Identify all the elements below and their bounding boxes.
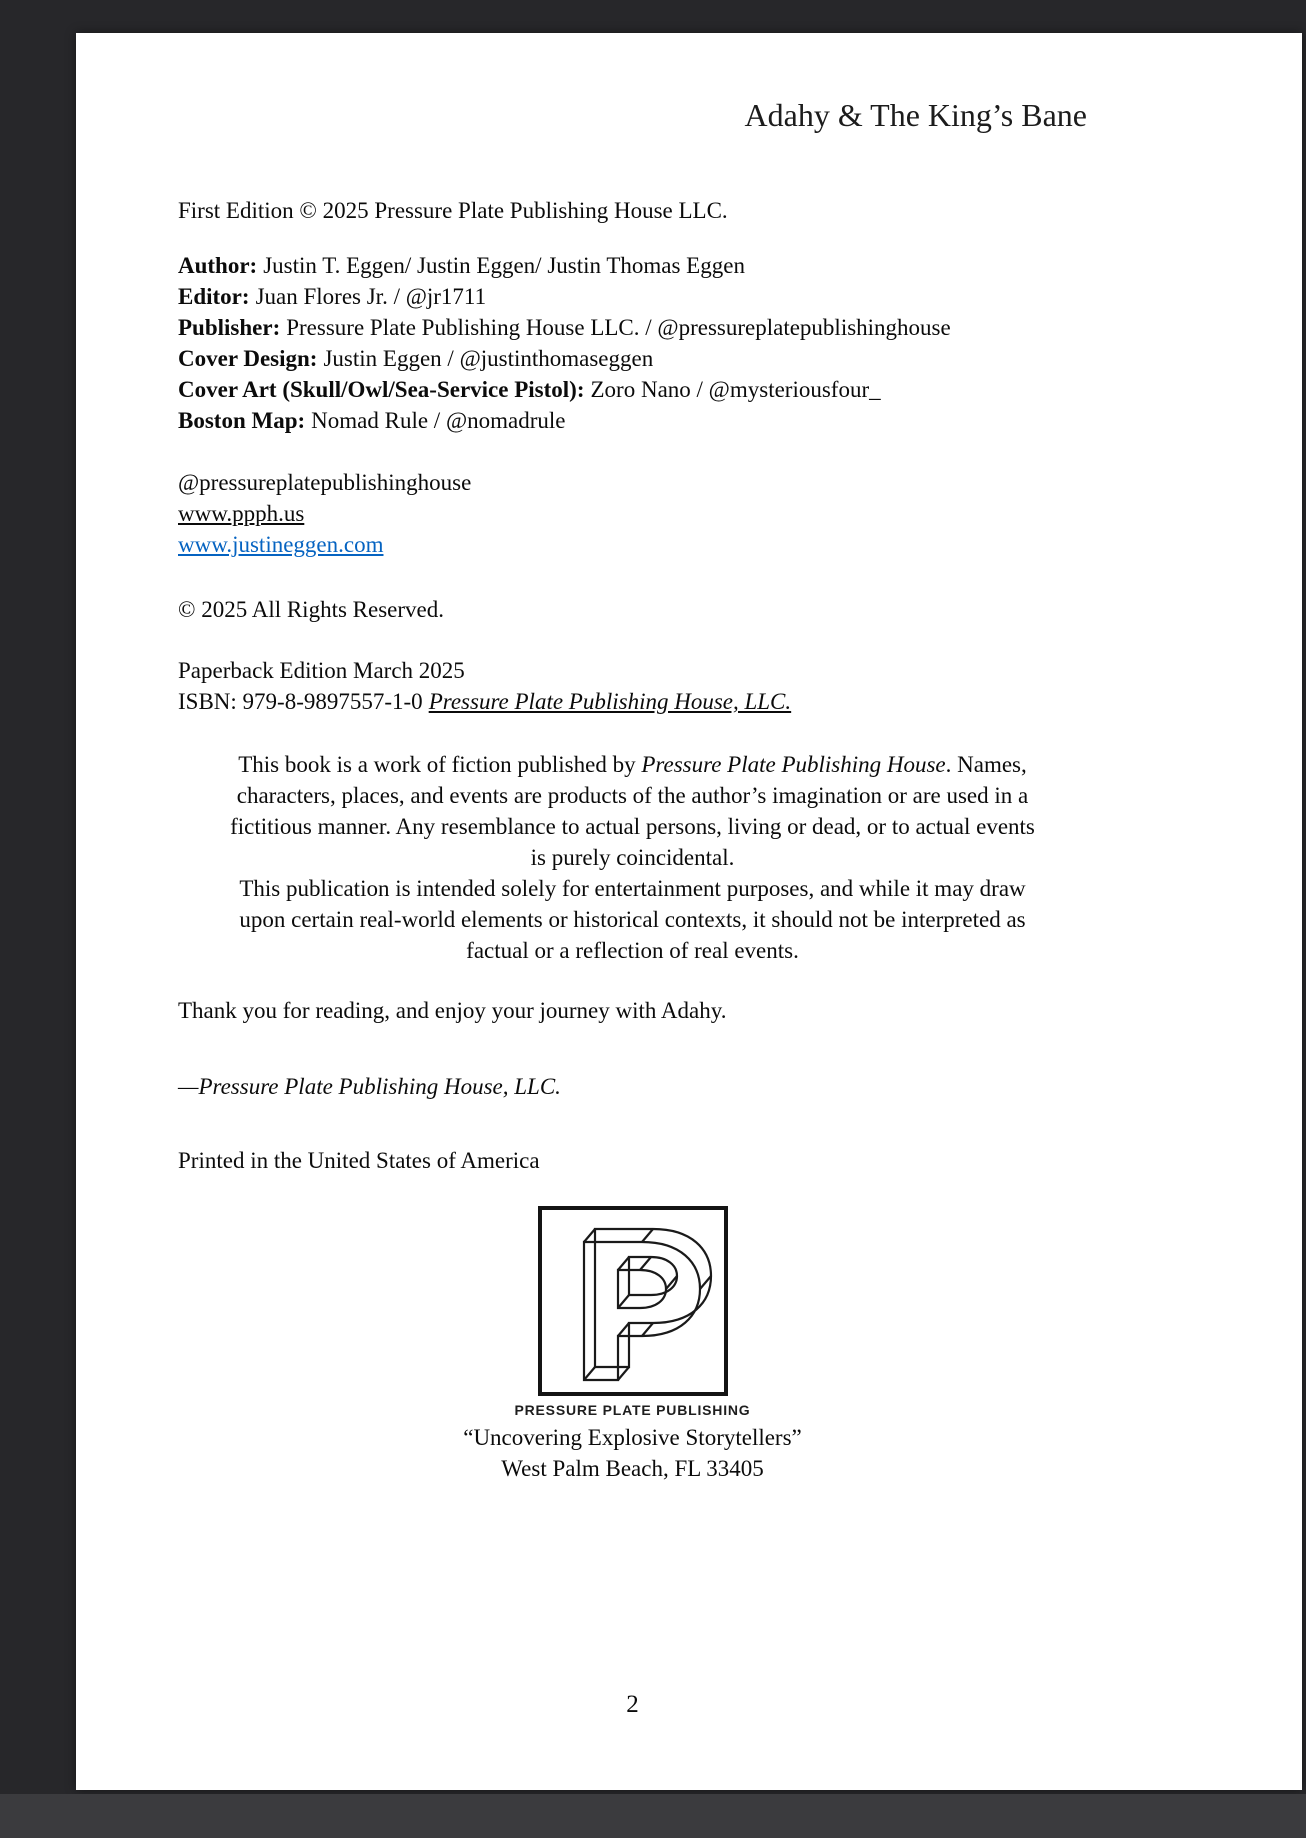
credit-label: Cover Design: — [178, 346, 318, 371]
credit-value: Nomad Rule / @nomadrule — [311, 408, 566, 433]
disclaimer-line: is purely coincidental. — [530, 845, 735, 870]
website-justineggen-link[interactable]: www.justineggen.com — [178, 532, 384, 557]
credit-author — [178, 250, 1087, 281]
credit-value: Pressure Plate Publishing House LLC. / @pressureplatepublishinghouse — [286, 315, 951, 340]
disclaimer-line: fictitious manner. Any resemblance to actual persons, living or dead, or to actual events — [230, 814, 1035, 839]
disclaimer-line: upon certain real-world elements or historical contexts, it should not be interpreted as — [239, 907, 1026, 932]
credit-boston-map — [178, 405, 1087, 436]
publisher-logo-p-icon — [538, 1206, 728, 1396]
disclaimer-line: This book is a work of fiction published by Pressure Plate Publishing House. Names, — [238, 752, 1027, 777]
page-content — [76, 95, 1302, 1720]
disclaimer-line: factual or a reflection of real events. — [466, 938, 799, 963]
thank-you-line: Thank you for reading, and enjoy your journey with Adahy. — [178, 998, 727, 1023]
isbn-number: ISBN: 979-8-9897557-1-0 — [178, 689, 423, 714]
bottom-chrome-strip — [0, 1794, 1306, 1838]
isbn-line — [178, 686, 1087, 717]
credit-cover-design — [178, 343, 1087, 374]
credit-editor — [178, 281, 1087, 312]
social-handle: @pressureplatepublishinghouse — [178, 470, 472, 495]
fiction-disclaimer — [178, 749, 1087, 966]
publisher-address: West Palm Beach, FL 33405 — [501, 1456, 764, 1481]
credit-cover-art — [178, 374, 1087, 405]
credit-label: Boston Map: — [178, 408, 306, 433]
document-page — [76, 33, 1302, 1790]
social-block — [178, 467, 1087, 560]
rights-line: © 2025 All Rights Reserved. — [178, 597, 444, 622]
credit-publisher — [178, 312, 1087, 343]
website-ppph: www.ppph.us — [178, 501, 305, 526]
printed-line: Printed in the United States of America — [178, 1148, 540, 1173]
credit-label: Author: — [178, 253, 258, 278]
isbn-publisher: Pressure Plate Publishing House, LLC. — [428, 689, 792, 714]
credit-label: Cover Art (Skull/Owl/Sea-Service Pistol): — [178, 377, 585, 402]
page-number: 2 — [626, 1691, 639, 1718]
credit-value: Justin T. Eggen/ Justin Eggen/ Justin Thomas Eggen — [263, 253, 745, 278]
credit-label: Publisher: — [178, 315, 281, 340]
credit-value: Zoro Nano / @mysteriousfour_ — [590, 377, 881, 402]
publisher-tagline: “Uncovering Explosive Storytellers” — [463, 1425, 802, 1450]
credit-value: Juan Flores Jr. / @jr1711 — [255, 284, 487, 309]
isbn-block — [178, 655, 1087, 717]
disclaimer-line: characters, places, and events are products of the author’s imagination or are used in a — [236, 783, 1029, 808]
disclaimer-line: This publication is intended solely for entertainment purposes, and while it may draw — [239, 876, 1026, 901]
logo-caption: PRESSURE PLATE PUBLISHING — [514, 1402, 751, 1418]
paperback-edition-line: Paperback Edition March 2025 — [178, 658, 465, 683]
credits-block — [178, 250, 1087, 436]
credit-value: Justin Eggen / @justinthomaseggen — [323, 346, 654, 371]
signature-line: —Pressure Plate Publishing House, LLC. — [178, 1074, 561, 1099]
publisher-name-italic: Pressure Plate Publishing House — [641, 752, 946, 777]
credit-label: Editor: — [178, 284, 250, 309]
edition-line: First Edition © 2025 Pressure Plate Publishing House LLC. — [178, 198, 728, 223]
running-header-title: Adahy & The King’s Bane — [744, 97, 1087, 133]
publisher-logo-block — [178, 1206, 1087, 1419]
